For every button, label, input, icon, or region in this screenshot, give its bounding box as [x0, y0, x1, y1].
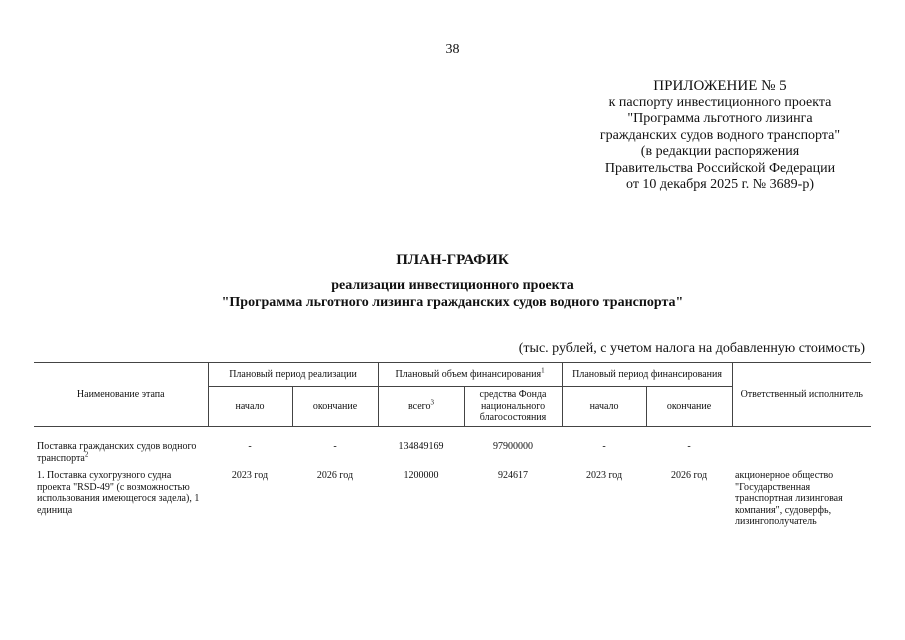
footnote-mark: 3 [430, 398, 435, 407]
appendix-line: "Программа льготного лизинга [627, 111, 813, 126]
cell-stage-name-text: Поставка гражданских судов водного транспорта [37, 441, 197, 464]
header-start: начало [208, 387, 292, 427]
cell-responsible: акционерное общество "Государственная транспортная лизинговая компания", судоверфь, лизингополучатель [735, 470, 843, 527]
header-end: окончание [292, 387, 378, 427]
cell-total: 134849169 [398, 441, 444, 452]
appendix-title: ПРИЛОЖЕНИЕ № 5 [653, 78, 787, 94]
cell-start: - [248, 441, 252, 452]
cell-fin-end: 2026 год [670, 470, 708, 481]
cell-total: 1200000 [403, 470, 439, 481]
table-row [34, 470, 871, 528]
appendix-line: (в редакции распоряжения [640, 144, 800, 159]
appendix-line: гражданских судов водного транспорта" [599, 127, 841, 143]
schedule-table [34, 362, 871, 528]
cell-fund: 97900000 [493, 441, 534, 452]
appendix-line: от 10 декабря 2025 г. № 3689-р) [626, 177, 814, 192]
cell-end: 2026 год [316, 470, 354, 481]
appendix-block [560, 78, 880, 194]
plan-subtitle-line: "Программа льготного лизинга гражданских судов водного транспорта" [221, 295, 684, 310]
header-planned-period: Плановый период реализации [208, 363, 378, 387]
header-fin-end: окончание [646, 387, 732, 427]
appendix-line: к паспорту инвестиционного проекта [608, 94, 832, 110]
header-fund: средства Фонда национального благосостояния [464, 387, 562, 427]
footnote-mark: 2 [84, 450, 89, 459]
cell-end: - [333, 441, 337, 452]
header-total [378, 387, 464, 427]
header-fin-start: начало [562, 387, 646, 427]
header-planned-volume-text: Плановый объем финансирования [395, 368, 542, 380]
header-planned-volume [378, 363, 562, 387]
table-row [34, 441, 871, 470]
cell-fin-start: - [602, 441, 606, 452]
cell-fin-start: 2023 год [585, 470, 623, 481]
plan-title: ПЛАН-ГРАФИК [396, 252, 509, 268]
cell-fin-end: - [687, 441, 691, 452]
header-responsible: Ответственный исполнитель [732, 363, 871, 427]
header-stage-name: Наименование этапа [34, 363, 208, 427]
appendix-line: Правительства Российской Федерации [604, 160, 836, 176]
units-note: (тыс. рублей, с учетом налога на добавленную стоимость) [518, 341, 865, 356]
plan-subtitle-line: реализации инвестиционного проекта [331, 278, 574, 293]
cell-responsible [732, 441, 871, 470]
page-number: 38 [445, 42, 460, 57]
cell-start: 2023 год [231, 470, 269, 481]
header-total-text: всего [408, 400, 431, 412]
cell-stage-name: 1. Поставка сухогрузного судна проекта "RSD-49" (с возможностью использования имеющегося задела), 1 единица [37, 470, 200, 516]
footnote-mark: 1 [541, 366, 545, 375]
header-financing-period: Плановый период финансирования [562, 363, 732, 387]
cell-fund: 924617 [498, 470, 529, 481]
plan-subtitle [0, 277, 905, 311]
cell-stage-name [34, 441, 208, 470]
